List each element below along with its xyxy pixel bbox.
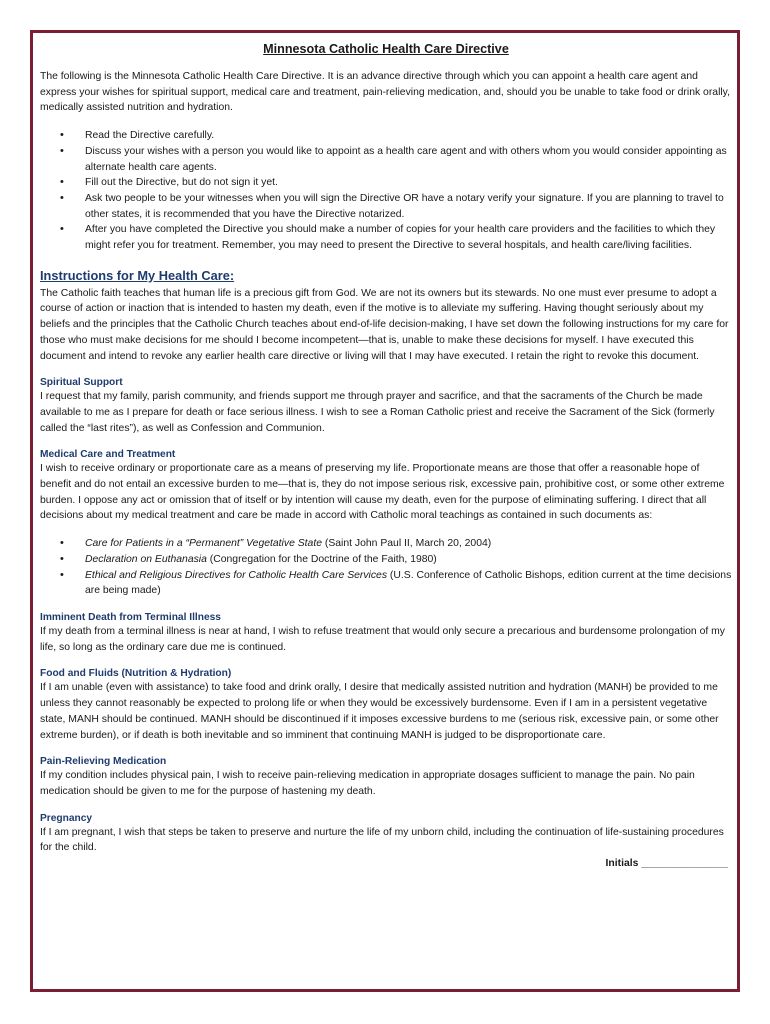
- steps-list: [40, 128, 732, 254]
- pain-medication-paragraph: If my condition includes physical pain, I wish to receive pain-relieving medication in appropriate dosages sufficient to manage the pain. No pain medication should be given to me for the purpose of hastening my death.: [40, 770, 695, 797]
- pregnancy-paragraph: If I am pregnant, I wish that steps be taken to preserve and nurture the life of my unborn child, including the continuation of life-sustaining procedures for the child.: [40, 826, 724, 854]
- list-item: • Discuss your wishes with a person you would like to appoint as a health care agent and with others whom you would consider appointing as alternate health care agents.: [40, 144, 732, 175]
- reference-title: Ethical and Religious Directives for Catholic Health Care Services: [85, 569, 388, 581]
- document-title: Minnesota Catholic Health Care Directive: [263, 42, 509, 56]
- reference-detail: (U.S. Conference of Catholic Bishops, edition current at the time decisions are being made): [85, 569, 732, 597]
- pregnancy-heading: Pregnancy: [40, 812, 93, 824]
- list-item: [40, 536, 732, 552]
- food-fluids-paragraph: If I am unable (even with assistance) to take food and drink orally, I desire that medically assisted nutrition and hydration (MANH) be provided to me unless they cannot reasonably be expected to prolong life or when they would be excessively burdensome. Even if I am in a persistent vegetative state, MANH should be continued. MANH should be discontinued if it imposes excessive burdens to me (serious risk, excessive pain, or some other extreme burden), or if death is both inevitable and so imminent that continuing MANH is judged to be disproportionate care.: [40, 682, 719, 741]
- reference-title: Care for Patients in a “Permanent” Vegetative State: [85, 538, 322, 550]
- list-item: [40, 552, 732, 568]
- medical-care-paragraph: I wish to receive ordinary or proportionate care as a means of preserving my life. Proportionate means are those that offer a reasonable hope of benefit and do not entail an excessive burden to me—that is, they do not impose serious risk, excessive pain, prohibitive cost, or some other extreme burden. I oppose any act or omission that of itself or by intention will cause my death, even for the purpose of eliminating suffering. I direct that all decisions about my medical treatment and care be made in accord with Catholic moral teachings as contained in such documents as:: [40, 463, 725, 522]
- list-item: • Ask two people to be your witnesses when you will sign the Directive OR have a notary verify your signature. If you are planning to travel to other states, it is recommended that you have the Directive notarized.: [40, 191, 732, 222]
- food-fluids-heading: Food and Fluids (Nutrition & Hydration): [40, 668, 232, 680]
- reference-title: Declaration on Euthanasia: [85, 553, 207, 565]
- medical-care-heading: Medical Care and Treatment: [40, 449, 176, 461]
- reference-detail: (Congregation for the Doctrine of the Faith, 1980): [206, 553, 437, 565]
- spiritual-support-heading: Spiritual Support: [40, 377, 123, 389]
- intro-paragraph: The following is the Minnesota Catholic Health Care Directive. It is an advance directive through which you can appoint a health care agent and express your wishes for spiritual support, medical care and treatment, pain-relieving medication, and, should you be unable to take food or drink orally, medically assisted nutrition and hydration.: [40, 71, 730, 114]
- imminent-death-heading: Imminent Death from Terminal Illness: [40, 611, 221, 623]
- spiritual-support-paragraph: I request that my family, parish community, and friends support me through prayer and sacrifice, and that the sacraments of the Church be made available to me as I prepare for death or face serious illness. I wish to see a Roman Catholic priest and receive the Sacrament of the Sick (formerly called the “last rites”), as well as Confession and Communion.: [40, 391, 715, 434]
- reference-detail: (Saint John Paul II, March 20, 2004): [322, 538, 492, 550]
- document-body: [40, 42, 732, 869]
- instructions-paragraph: The Catholic faith teaches that human life is a precious gift from God. We are not its owners but its stewards. No one must ever presume to adopt a course of action or inaction that is intended to hasten my death, even if the motive is to alleviate my suffering. Having thought seriously about my beliefs and the principles that the Catholic Church teaches about end-of-life decision-making, I have set down the following instructions for my care for those who must make decisions for me should I become incompetent—that is, unable to make these decisions for myself. I have executed this document and intend to revoke any earlier health care directive or living will that I may have executed. I retain the right to revoke this document.: [40, 287, 729, 362]
- initials-field[interactable]: Initials _______________: [605, 858, 728, 870]
- imminent-death-paragraph: If my death from a terminal illness is near at hand, I wish to refuse treatment that would only secure a precarious and burdensome prolongation of my life, so long as the ordinary care due me is continued.: [40, 625, 725, 653]
- pain-medication-heading: Pain-Relieving Medication: [40, 756, 167, 768]
- instructions-heading: Instructions for My Health Care:: [40, 267, 235, 283]
- list-item: • After you have completed the Directive you should make a number of copies for your health care providers and the facilities to which they might refer you for treatment. Remember, you may need to present the Directive to several hospitals, and health care/living facilities.: [40, 222, 732, 253]
- list-item: [40, 568, 732, 599]
- list-item: • Fill out the Directive, but do not sign it yet.: [40, 175, 732, 191]
- reference-documents-list: [40, 536, 732, 599]
- list-item: • Read the Directive carefully.: [40, 128, 732, 144]
